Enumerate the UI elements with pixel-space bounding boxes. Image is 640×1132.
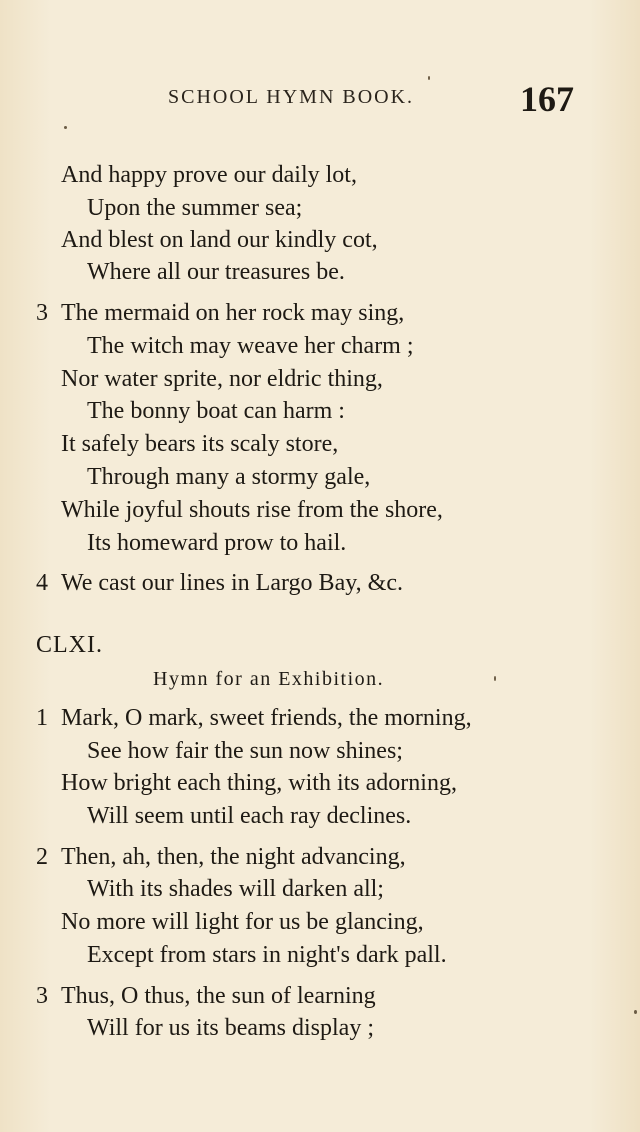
paper-speck (64, 126, 67, 129)
verse-line: Thus, O thus, the sun of learning (61, 983, 376, 1009)
stanza-number: 4 (36, 570, 48, 596)
stanza-number: 3 (36, 300, 48, 326)
verse-line: Except from stars in night's dark pall. (87, 942, 447, 968)
verse-line: Nor water sprite, nor eldric thing, (61, 366, 383, 392)
verse-line: Mark, O mark, sweet friends, the morning, (61, 705, 472, 731)
paper-speck (428, 76, 430, 80)
verse-line: See how fair the sun now shines; (87, 738, 403, 764)
verse-line: And happy prove our daily lot, (61, 162, 357, 188)
verse-line: Its homeward prow to hail. (87, 530, 347, 556)
verse-line: Will for us its beams display ; (87, 1015, 375, 1041)
stanza-number: 1 (36, 705, 48, 731)
verse-line: Through many a stormy gale, (87, 464, 371, 490)
verse-line: No more will light for us be glancing, (61, 909, 424, 935)
verse-line: It safely bears its scaly store, (61, 431, 339, 457)
paper-speck (494, 676, 496, 681)
verse-line: Where all our treasures be. (87, 259, 345, 285)
hymn-number: CLXI. (36, 632, 103, 658)
verse-line: How bright each thing, with its adorning, (61, 770, 457, 796)
verse-line: With its shades will darken all; (87, 876, 384, 902)
verse-line: While joyful shouts rise from the shore, (61, 497, 443, 523)
running-head: SCHOOL HYMN BOOK. (168, 86, 415, 108)
stanza-number: 2 (36, 844, 48, 870)
verse-line: Then, ah, then, the night advancing, (61, 844, 406, 870)
stanza-number: 3 (36, 983, 48, 1009)
verse-line: And blest on land our kindly cot, (61, 227, 378, 253)
verse-line: Upon the summer sea; (87, 195, 303, 221)
verse-line: The bonny boat can harm : (87, 398, 345, 424)
hymn-title: Hymn for an Exhibition. (153, 668, 385, 690)
verse-line: We cast our lines in Largo Bay, &c. (61, 570, 403, 596)
verse-line: Will seem until each ray declines. (87, 803, 412, 829)
verse-line: The witch may weave her charm ; (87, 333, 414, 359)
paper-speck (634, 1010, 637, 1014)
verse-line: The mermaid on her rock may sing, (61, 300, 405, 326)
page-number: 167 (520, 79, 574, 119)
